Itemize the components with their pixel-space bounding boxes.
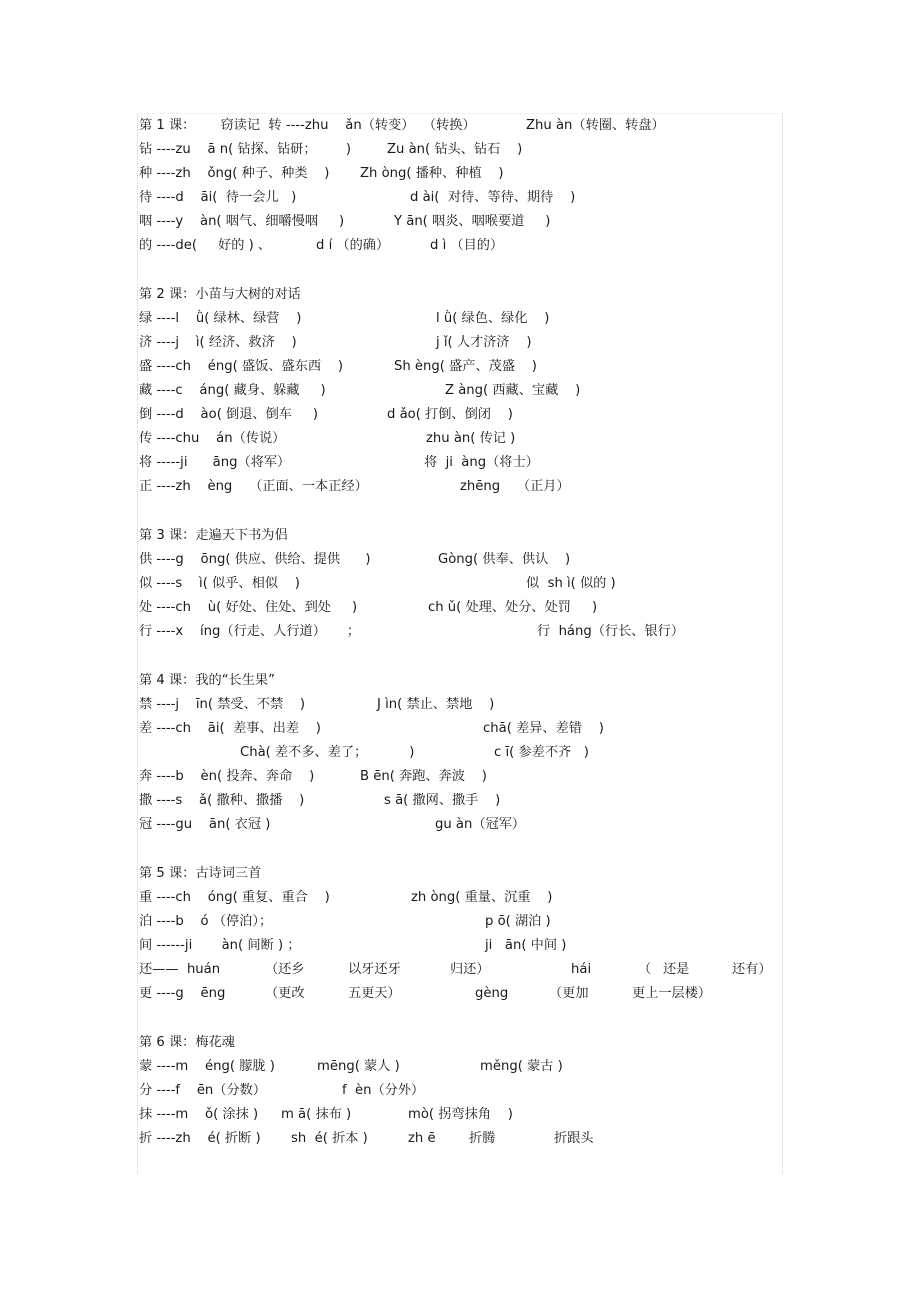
text-segment: 倒 ----d ào( 倒退、倒车 ) (139, 407, 319, 422)
text-segment: （ (638, 962, 652, 977)
entry-line (139, 451, 779, 475)
text-segment: j ǐ( 人才济济 ) (436, 335, 532, 350)
entry-line (139, 548, 779, 572)
text-segment: Z àng( 西藏、宝藏 ) (445, 383, 581, 398)
entry-line (139, 717, 779, 741)
text-segment: 冠 ----gu ān( 衣冠 ) (139, 817, 271, 832)
entry-line (139, 162, 779, 186)
text-segment: 供 ----g ōng( 供应、供给、提供 ) (139, 552, 371, 567)
lesson-4 (139, 669, 779, 837)
text-segment: s ā( 撒网、撒手 ) (384, 793, 501, 808)
text-segment: Zh òng( 播种、种植 ) (360, 166, 504, 181)
text-segment: p ō( 湖泊 ) (485, 914, 551, 929)
text-segment: d ǎo( 打倒、倒闭 ) (387, 407, 513, 422)
text-segment: 折 ----zh é( 折断 ) (139, 1131, 261, 1146)
text-segment: 将 ji àng（将士） (424, 455, 539, 470)
text-segment: měng( 蒙古 ) (480, 1059, 563, 1074)
lesson-1 (139, 114, 779, 258)
lesson-3 (139, 524, 779, 644)
entry-line (139, 596, 779, 620)
entry-line (139, 138, 779, 162)
text-segment: 折跟头 (554, 1131, 594, 1146)
text-segment: （还乡 (265, 962, 305, 977)
text-segment: 咽 ----y àn( 咽气、细嚼慢咽 ) (139, 214, 345, 229)
lesson-title (139, 283, 779, 307)
text-segment: 还是 (663, 962, 690, 977)
entry-line (139, 958, 779, 982)
text-segment: 泊 ----b ó （停泊）； (139, 914, 273, 929)
text-segment: Gòng( 供奉、供认 ) (438, 552, 571, 567)
text-segment: mēng( 蒙人 ) (317, 1059, 400, 1074)
text-segment: 传 ----chu án（传说） (139, 431, 286, 446)
text-segment: 的 ----de( 好的 ) 、 (139, 238, 272, 253)
text-segment: Chà( 差不多、差了； ) (240, 745, 415, 760)
text-segment: 将 -----ji āng（将军） (139, 455, 291, 470)
text-segment: gèng (475, 986, 509, 1001)
entry-line (139, 1127, 779, 1151)
lesson-title-text: 第 3 课：走遍天下书为侣 (139, 528, 288, 543)
text-segment: sh é( 折本 ) (291, 1131, 368, 1146)
text-segment: ch ǔ( 处理、处分、处罚 ) (428, 600, 598, 615)
entry-line (139, 403, 779, 427)
entry-line (139, 186, 779, 210)
text-segment: 更上一层楼） (632, 986, 712, 1001)
entry-line (139, 307, 779, 331)
text-segment: 更 ----g ēng (139, 986, 226, 1001)
lesson-title-text: 第 5 课：古诗词三首 (139, 866, 262, 881)
entry-line (139, 475, 779, 499)
lesson-2 (139, 283, 779, 499)
text-segment: 济 ----j ì( 经济、救济 ) (139, 335, 297, 350)
text-segment: 间 ------ji àn( 间断 ) ； (139, 938, 301, 953)
text-segment: 种 ----zh ǒng( 种子、种类 ) (139, 166, 330, 181)
entry-line (139, 982, 779, 1006)
text-segment: f èn（分外） (342, 1083, 425, 1098)
text-segment: 分 ----f ēn（分数） (139, 1083, 267, 1098)
entry-line (139, 620, 779, 644)
entry-line (139, 355, 779, 379)
text-segment: Zhu àn（转圈、转盘） (526, 118, 665, 133)
text-segment: 差 ----ch āi( 差事、出差 ) (139, 721, 321, 736)
entry-line (139, 210, 779, 234)
text-segment: m ā( 抹布 ) (281, 1107, 352, 1122)
entry-line (139, 693, 779, 717)
lesson-title-text: 第 4 课：我的“长生果” (139, 673, 275, 688)
text-segment: zhēng （正月） (460, 479, 570, 494)
text-segment: d í （的确） (316, 238, 390, 253)
entry-line (139, 1055, 779, 1079)
entry-line (139, 886, 779, 910)
text-segment: 似 sh ì( 似的 ) (526, 576, 616, 591)
text-segment: 归还） (450, 962, 490, 977)
text-segment: 处 ----ch ù( 好处、住处、到处 ) (139, 600, 358, 615)
entry-line (139, 934, 779, 958)
text-segment: c ī( 参差不齐 ) (494, 745, 589, 760)
document-body (139, 114, 779, 1176)
text-segment: 五更天） (348, 986, 401, 1001)
text-segment: 钻 ----zu ā n( 钻探、钻研； ) (139, 142, 352, 157)
lesson-title (139, 1031, 779, 1055)
lesson-title (139, 669, 779, 693)
text-segment: zhu àn( 传记 ) (426, 431, 516, 446)
entry-line (139, 813, 779, 837)
text-segment: 蒙 ----m éng( 朦胧 ) (139, 1059, 275, 1074)
entry-line (139, 379, 779, 403)
text-segment: 待 ----d āi( 待一会儿 ) (139, 190, 297, 205)
text-segment: ji ān( 中间 ) (485, 938, 567, 953)
text-segment: 还—— huán (139, 962, 221, 977)
text-segment: mò( 拐弯抹角 ) (408, 1107, 513, 1122)
entry-line (139, 427, 779, 451)
text-segment: （更加 (549, 986, 589, 1001)
entry-line (139, 1103, 779, 1127)
text-segment: 藏 ----c áng( 藏身、躲藏 ) (139, 383, 326, 398)
text-segment: 行 háng（行长、银行） (537, 624, 685, 639)
text-segment: 盛 ----ch éng( 盛饭、盛东西 ) (139, 359, 344, 374)
text-segment: hái (571, 962, 592, 977)
text-segment: Zu àn( 钻头、钻石 ) (387, 142, 523, 157)
text-segment: l ǜ( 绿色、绿化 ) (436, 311, 550, 326)
text-segment: 绿 ----l ǜ( 绿林、绿营 ) (139, 311, 302, 326)
entry-line (139, 910, 779, 934)
entry-line (139, 741, 779, 765)
lesson-title-text: 第 6 课：梅花魂 (139, 1035, 235, 1050)
text-segment: zh ē (408, 1131, 436, 1146)
text-segment: 禁 ----j īn( 禁受、不禁 ) (139, 697, 306, 712)
lesson-title-text: 第 2 课：小苗与大树的对话 (139, 287, 301, 302)
entry-line (139, 789, 779, 813)
text-segment: 奔 ----b èn( 投奔、奔命 ) (139, 769, 315, 784)
text-segment: 还有） (732, 962, 772, 977)
text-segment: 折腾 (469, 1131, 496, 1146)
text-segment: Sh èng( 盛产、茂盛 ) (394, 359, 537, 374)
text-segment: 抹 ----m ǒ( 涂抹 ) (139, 1107, 259, 1122)
text-segment: gu àn（冠军） (435, 817, 526, 832)
text-segment: zh òng( 重量、沉重 ) (411, 890, 553, 905)
text-segment: d ì （目的） (430, 238, 504, 253)
entry-line (139, 572, 779, 596)
entry-line (139, 234, 779, 258)
text-segment: 撒 ----s ǎ( 撒种、撒播 ) (139, 793, 305, 808)
text-segment: d ài( 对待、等待、期待 ) (410, 190, 576, 205)
text-segment: J ìn( 禁止、禁地 ) (377, 697, 495, 712)
text-segment: 正 ----zh èng （正面、一本正经） (139, 479, 368, 494)
text-segment: 第 1 课： 窃读记 转 ----zhu ǎn（转变） （转换） (139, 118, 476, 133)
entry-line (139, 331, 779, 355)
text-segment: 重 ----ch óng( 重复、重合 ) (139, 890, 330, 905)
lesson-5 (139, 862, 779, 1006)
text-segment: 行 ----x íng（行走、人行道） ； (139, 624, 361, 639)
lesson-title-line (139, 114, 779, 138)
lesson-title (139, 524, 779, 548)
text-segment: 以牙还牙 (348, 962, 401, 977)
text-segment: chā( 差异、差错 ) (483, 721, 604, 736)
lesson-title (139, 862, 779, 886)
text-segment: B ēn( 奔跑、奔波 ) (360, 769, 487, 784)
lesson-6 (139, 1031, 779, 1151)
text-segment: Y ān( 咽炎、咽喉要道 ) (394, 214, 551, 229)
text-segment: 似 ----s ì( 似乎、相似 ) (139, 576, 300, 591)
entry-line (139, 1079, 779, 1103)
entry-line (139, 765, 779, 789)
text-segment: （更改 (265, 986, 305, 1001)
